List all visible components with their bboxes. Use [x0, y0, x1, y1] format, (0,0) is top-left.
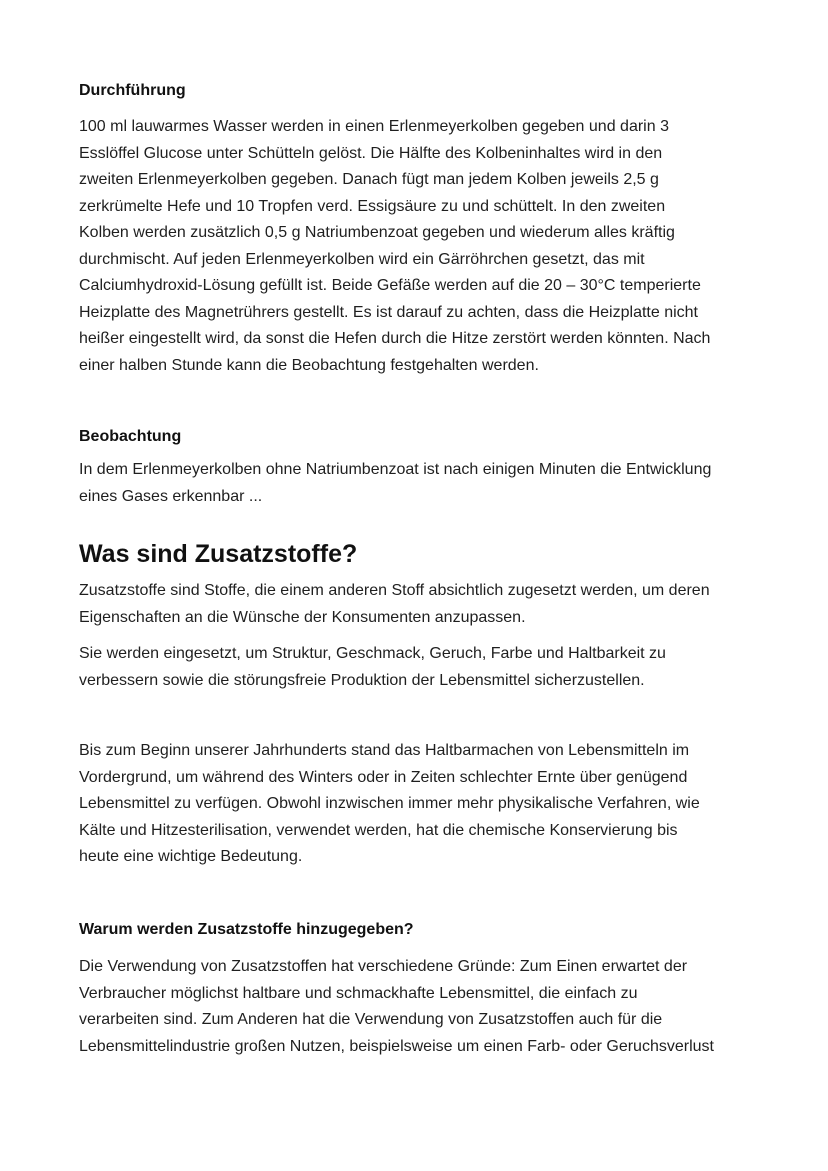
text-line: zweiten Erlenmeyerkolben gegeben. Danach fügt man jedem Kolben jeweils 2,5 g — [79, 171, 659, 188]
text-line: Kolben werden zusätzlich 0,5 g Natriumbenzoat gegeben und wiederum alles kräftig — [79, 224, 675, 241]
text-line: verarbeiten sind. Zum Anderen hat die Verwendung von Zusatzstoffen auch für die — [79, 1011, 663, 1028]
text-line: verbessern sowie die störungsfreie Produktion der Lebensmittel sicherzustellen. — [79, 671, 645, 689]
text-line: Zusatzstoffe sind Stoffe, die einem anderen Stoff absichtlich zugesetzt werden, um deren — [79, 582, 710, 599]
text-line: heißer eingestellt wird, da sonst die Hefen durch die Hitze zerstört werden könnten. Nach — [79, 330, 711, 347]
text-line: Bis zum Beginn unserer Jahrhunderts stand das Haltbarmachen von Lebensmitteln im — [79, 742, 690, 759]
text-line: Calciumhydroxid-Lösung gefüllt ist. Beide Gefäße werden auf die 20 – 30°C temperierte — [79, 277, 701, 294]
text-line: heute eine wichtige Bedeutung. — [79, 848, 303, 865]
text-line: Heizplatte des Magnetrührers gestellt. Es ist darauf zu achten, dass die Heizplatte nicht — [79, 303, 698, 321]
text-line: Eigenschaften an die Wünsche der Konsumenten anzupassen. — [79, 608, 526, 626]
text-line: Lebensmittel zu verfügen. Obwohl inzwischen immer mehr physikalische Verfahren, wie — [79, 795, 700, 812]
text-line: Kälte und Hitzesterilisation, verwendet werden, hat die chemische Konservierung bis — [79, 821, 678, 839]
paragraph-zusatzstoffe-geschichte — [79, 738, 700, 871]
heading-zusatzstoffe: Was sind Zusatzstoffe? — [79, 540, 358, 568]
heading-beobachtung: Beobachtung — [79, 428, 182, 445]
paragraph-durchfuehrung — [79, 114, 710, 379]
text-line: Die Verwendung von Zusatzstoffen hat verschiedene Gründe: Zum Einen erwartet der — [79, 958, 688, 975]
paragraph-warum — [79, 954, 714, 1060]
text-line: Verbraucher möglichst haltbare und schmackhafte Lebensmittel, die einfach zu — [79, 984, 638, 1002]
text-line: durchmischt. Auf jeden Erlenmeyerkolben wird ein Gärröhrchen gesetzt, das mit — [79, 250, 645, 268]
paragraph-zusatzstoffe-definition — [79, 578, 710, 631]
text-line: Lebensmittelindustrie großen Nutzen, beispielsweise um einen Farb- oder Geruchsverlust — [79, 1037, 714, 1055]
paragraph-zusatzstoffe-einsatz — [79, 641, 666, 694]
text-line: zerkrümelte Hefe und 10 Tropfen verd. Essigsäure zu und schüttelt. In den zweiten — [79, 197, 666, 215]
text-line: Sie werden eingesetzt, um Struktur, Geschmack, Geruch, Farbe und Haltbarkeit zu — [79, 645, 666, 662]
text-line: Esslöffel Glucose unter Schütteln gelöst. Die Hälfte des Kolbeninhaltes wird in den — [79, 144, 663, 162]
text-line: Vordergrund, um während des Winters oder in Zeiten schlechter Ernte über genügend — [79, 768, 688, 786]
text-line: In dem Erlenmeyerkolben ohne Natriumbenzoat ist nach einigen Minuten die Entwicklung — [79, 461, 712, 478]
paragraph-beobachtung — [79, 457, 711, 510]
text-line: 100 ml lauwarmes Wasser werden in einen Erlenmeyerkolben gegeben und darin 3 — [79, 118, 669, 135]
text-line: eines Gases erkennbar ... — [79, 487, 263, 505]
text-line: einer halben Stunde kann die Beobachtung festgehalten werden. — [79, 356, 539, 374]
heading-durchfuehrung: Durchführung — [79, 82, 186, 99]
heading-warum: Warum werden Zusatzstoffe hinzugegeben? — [79, 921, 414, 938]
